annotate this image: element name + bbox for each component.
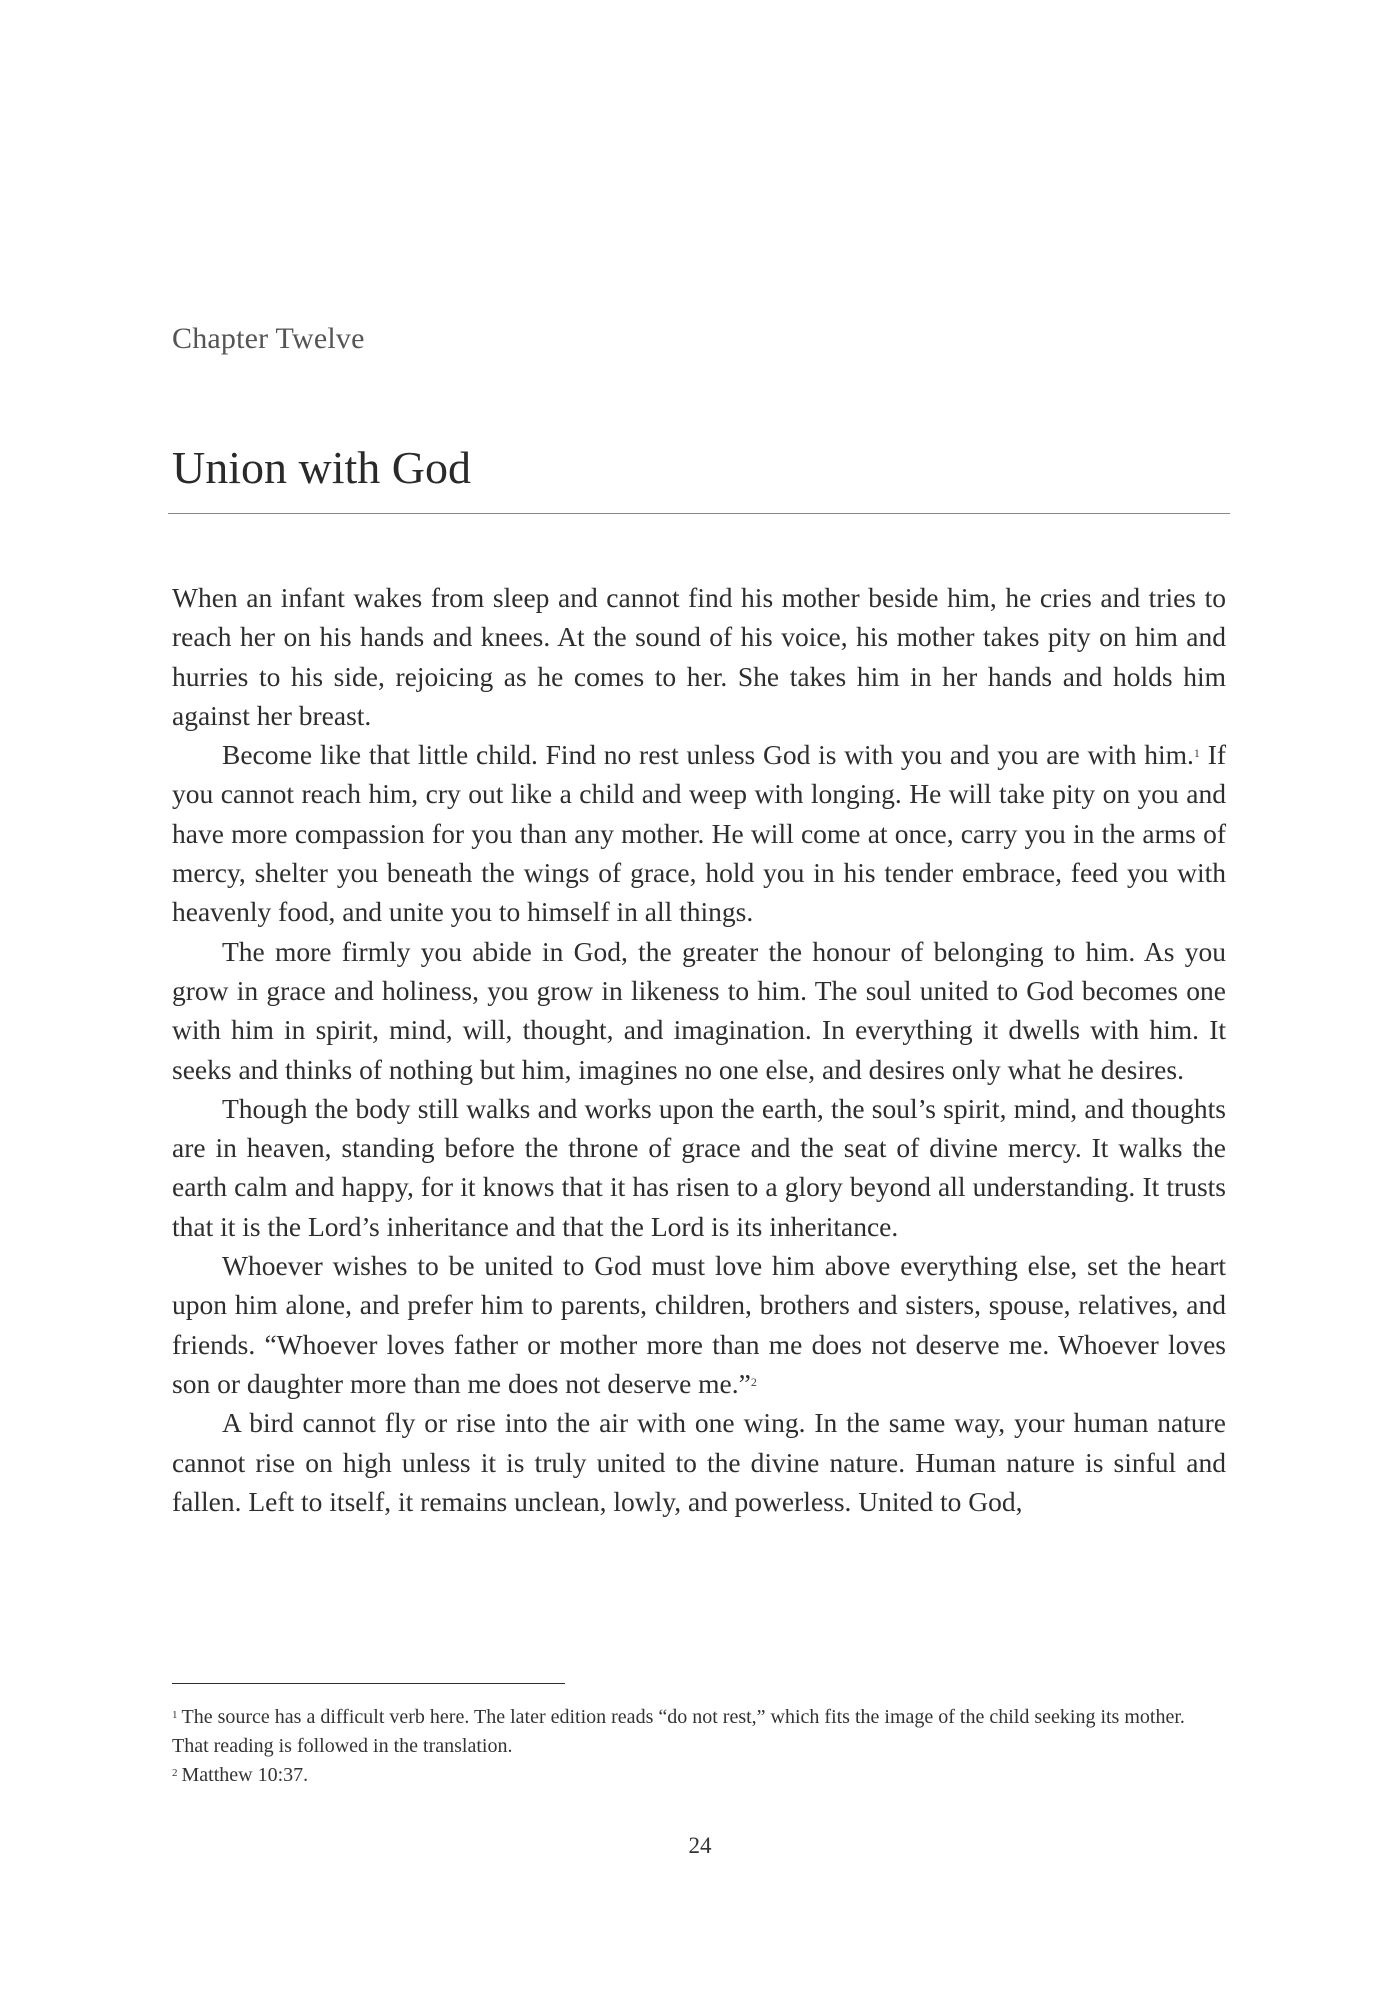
paragraph-2 [172,735,1226,931]
footnote-ref-2[interactable]: 2 [750,1374,757,1389]
footnotes [172,1703,1226,1790]
footnote-divider [172,1683,565,1684]
paragraph-6 [172,1403,1226,1521]
paragraph-2-text-b: If you cannot reach him, cry out like a child and weep with longing. He will take pity on you and have more compassion for you than any mother. He will come at once, carry you in the arms of mercy, shelter you beneath the wings of grace, hold you in his tender embrace, feed you with heavenly food, and unite you to himself in all things. [172,739,1227,928]
footnote-2-text: Matthew 10:37. [181,1764,309,1786]
footnote-1 [172,1703,1226,1761]
paragraph-4-text: Though the body still walks and works upon the earth, the soul’s spirit, mind, and thoughts are in heaven, standing before the throne of grace and the seat of divine mercy. It walks the earth calm and happy, for it knows that it has risen to a glory beyond all understanding. It trusts that it is the Lord’s inheritance and that the Lord is its inheritance. [172,1092,1226,1242]
chapter-label: Chapter Twelve [172,322,365,355]
footnote-2-number: 2 [172,1767,178,1779]
footnote-1-number: 1 [172,1709,178,1721]
title-divider [168,513,1230,514]
footnote-1-text: The source has a difficult verb here. The later edition reads “do not rest,” which fits the image of the child seeking its mother. That reading is followed in the translation. [172,1706,1185,1757]
paragraph-5-text: Whoever wishes to be united to God must love him above everything else, set the heart upon him alone, and prefer him to parents, children, brothers and sisters, spouse, relatives, and friends. “Whoever loves father or mother more than me does not deserve me. Whoever loves son or daughter more than me does not deserve me.” [172,1250,1226,1399]
paragraph-2-text-a: Become like that little child. Find no rest unless God is with you and you are with him. [222,739,1194,771]
paragraph-3-text: The more firmly you abide in God, the greater the honour of belonging to him. As you grow in grace and holiness, you grow in likeness to him. The soul united to God becomes one with him in spirit, mind, will, thought, and imagination. In everything it dwells with him. It seeks and thinks of nothing but him, imagines no one else, and desires only what he desires. [172,935,1226,1085]
footnote-ref-1[interactable]: 1 [1193,746,1200,761]
chapter-title: Union with God [172,442,471,493]
paragraph-3 [172,932,1226,1089]
paragraph-1-text: When an infant wakes from sleep and cannot find his mother beside him, he cries and tries to reach her on his hands and knees. At the sound of his voice, his mother takes pity on him and hurries to his side, rejoicing as he comes to her. She takes him in her hands and holds him against her breast. [172,582,1226,731]
footnote-2 [172,1761,1226,1790]
paragraph-1 [172,578,1226,735]
paragraph-5 [172,1246,1226,1403]
page-number: 24 [688,1833,712,1858]
paragraph-4 [172,1089,1226,1246]
paragraph-6-text: A bird cannot fly or rise into the air with one wing. In the same way, your human nature cannot rise on high unless it is truly united to the divine nature. Human nature is sinful and fallen. Left to itself, it remains unclean, lowly, and powerless. United to God, [172,1407,1226,1517]
body-text [172,578,1226,1521]
